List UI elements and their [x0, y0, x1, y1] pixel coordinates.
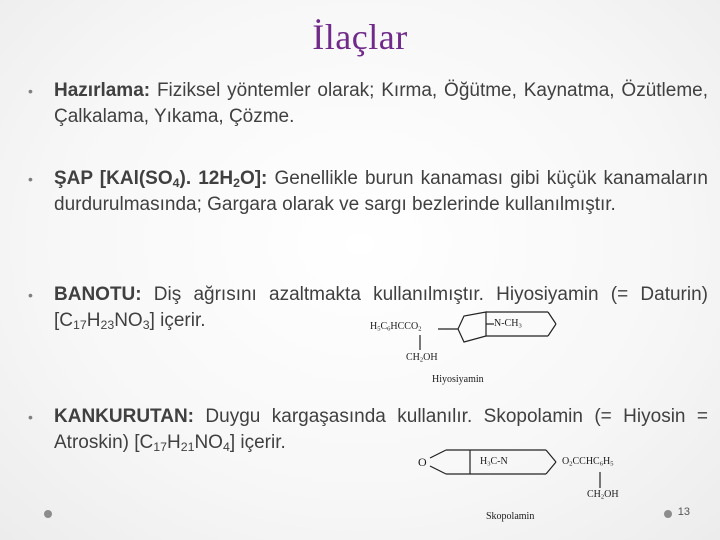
hiyosiyamin-ch2oh: $CH_2OH$	[406, 352, 438, 364]
bullet-label: ŞAP [$KAl(SO_4)$. $12H_2O$]:	[54, 168, 268, 191]
hiyosiyamin-caption: Hiyosiyamin	[432, 374, 484, 385]
footer-right-dot	[664, 510, 672, 518]
bullet-body: Duygu kargaşasında kullanılır. Skopolamin (= Hiyosin = Atroskin) $[C_{17}H_{21}NO_4]$ içerir.	[54, 406, 708, 455]
footer-left-dot	[44, 510, 52, 518]
skopolamin-caption: Skopolamin	[486, 511, 535, 522]
bullet-marker: •	[28, 83, 33, 99]
hiyosiyamin-left-group: $H_5C_6HCCO_2$	[370, 321, 422, 333]
bullet-label: Hazırlama:	[54, 80, 151, 101]
skopolamin-o: O	[418, 455, 427, 469]
bullet-body: Genellikle burun kanaması gibi küçük kanamaların durdurulmasında; Gargara olarak ve sargı bezlerinde kullanılmıştır.	[54, 168, 708, 215]
bullet-label: BANOTU:	[54, 284, 142, 305]
hiyosiyamin-n-methyl: $N-CH_3$	[494, 318, 522, 330]
skopolamin-n-methyl: $H_3C-N$	[480, 456, 508, 468]
page-number: 13	[677, 506, 690, 518]
bullet-marker: •	[28, 171, 33, 187]
bullet-marker: •	[28, 409, 33, 425]
skopolamin-ester: $O_2CCHC_6H_5$	[562, 456, 614, 468]
slide-title: İlaçlar	[312, 17, 408, 57]
skopolamin-ch2oh: $CH_2OH$	[587, 489, 619, 501]
bullet-label: KANKURUTAN:	[54, 406, 195, 427]
bullet-body: Fiziksel yöntemler olarak; Kırma, Öğütme, Kaynatma, Özütleme, Çalkalama, Yıkama, Çözme.	[54, 80, 708, 127]
hiyosiyamin-skeleton	[420, 312, 556, 350]
bullet-marker: •	[28, 287, 33, 303]
bullet-body: Diş ağrısını azaltmakta kullanılmıştır. Hiyosiyamin (= Daturin) $[C_{17}H_{23}NO_3]$ içerir.	[54, 284, 708, 333]
